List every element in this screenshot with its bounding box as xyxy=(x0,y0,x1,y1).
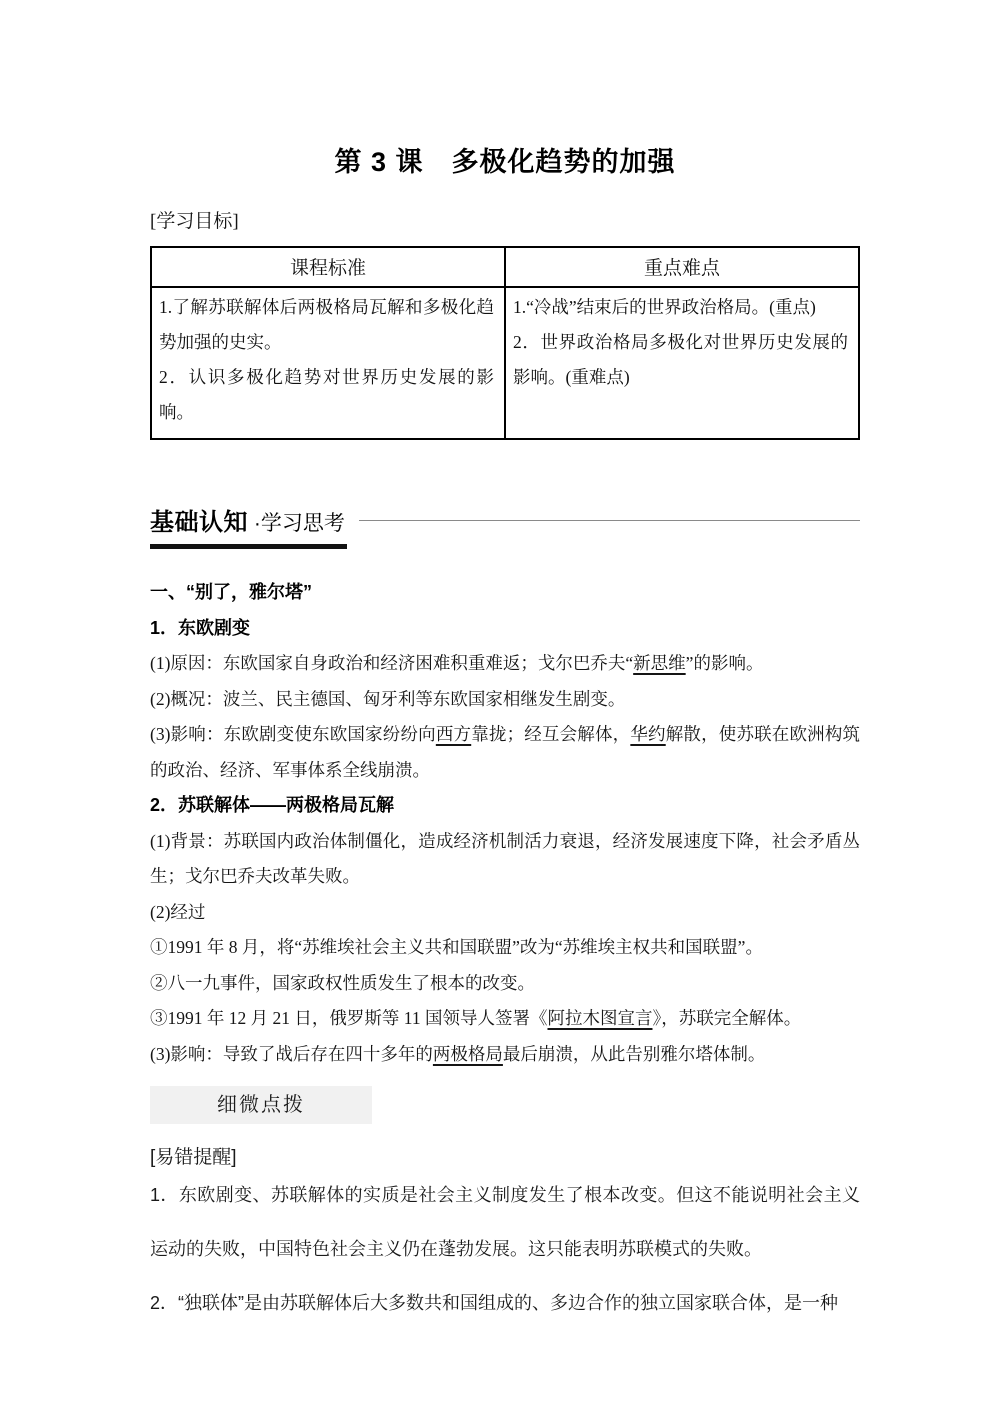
reminder-item: 2．“独联体”是由苏联解体后大多数共和国组成的、多边合作的独立国家联合体，是一种 xyxy=(150,1293,838,1313)
section-title-light: ·学习思考 xyxy=(248,512,345,535)
objectives-table-header-row xyxy=(151,247,859,287)
content-subheading xyxy=(150,611,860,647)
content-paragraph xyxy=(150,1037,860,1073)
text-run: ”的影响。 xyxy=(685,653,764,673)
section-title-bold: 基础认知 xyxy=(150,509,248,536)
underlined-term: 西方 xyxy=(435,724,472,744)
content-paragraph xyxy=(150,824,860,895)
text-run: 最后崩溃，从此告别雅尔塔体制。 xyxy=(502,1043,766,1064)
text-run: (3)影响：东欧剧变使东欧国家纷纷向 xyxy=(150,724,436,744)
underlined-term: 华约 xyxy=(630,724,666,744)
table-cell-line: 1.了解苏联解体后两极格局瓦解和多极化趋势加强的史实。 xyxy=(159,297,494,352)
content-paragraph xyxy=(150,717,860,788)
page-title: 第 3 课 多极化趋势的加强 xyxy=(334,147,676,177)
text-run: ①1991 年 8 月，将“苏维埃社会主义共和国联盟”改为“苏维埃主权共和国联盟”。 xyxy=(150,937,763,957)
underlined-term: 新思维 xyxy=(633,653,686,673)
underlined-term: 阿拉木图宣言 xyxy=(547,1008,653,1028)
content-paragraph xyxy=(150,930,860,966)
text-run: (2)概况：波兰、民主德国、匈牙利等东欧国家相继发生剧变。 xyxy=(150,688,626,709)
content-subheading xyxy=(150,575,860,611)
objectives-table xyxy=(150,246,860,440)
text-run: 2．苏联解体——两极格局瓦解 xyxy=(150,795,395,815)
text-run: ③1991 年 12 月 21 日，俄罗斯等 11 国领导人签署《 xyxy=(150,1008,548,1028)
content-subheading xyxy=(150,788,860,824)
text-run: 解散，使苏联在欧洲构筑的政治、经济、军事体系全线崩溃。 xyxy=(150,724,861,780)
text-run: ②八一九事件，国家政权性质发生了根本的改变。 xyxy=(150,972,535,993)
section-rule-line xyxy=(359,520,860,521)
table-cell-line: 2．世界政治格局多极化对世界历史发展的影响。(重难点) xyxy=(513,332,848,387)
table-cell-line: 1.“冷战”结束后的世界政治格局。(重点) xyxy=(513,297,816,317)
table-cell-course-standard xyxy=(151,287,505,439)
table-cell-key-points xyxy=(505,287,859,439)
underlined-term: 两极格局 xyxy=(432,1043,503,1064)
content-paragraph xyxy=(150,646,860,682)
section-title xyxy=(150,502,347,549)
content-paragraph xyxy=(150,895,860,931)
content-paragraph xyxy=(150,682,860,718)
table-cell-line: 2．认识多极化趋势对世界历史发展的影响。 xyxy=(159,367,494,422)
text-run: (2)经过 xyxy=(150,901,206,922)
reminder-list xyxy=(150,1168,860,1330)
text-run: 靠拢；经互会解体， xyxy=(471,724,631,744)
text-run: 1．东欧剧变 xyxy=(150,617,251,638)
objectives-label: [学习目标] xyxy=(150,211,239,232)
text-run: 一、“别了，雅尔塔” xyxy=(150,582,312,602)
text-run: (3)影响：导致了战后存在四十多年的 xyxy=(150,1043,433,1064)
table-header-key-points: 重点难点 xyxy=(505,247,859,287)
content-paragraph xyxy=(150,1001,860,1037)
text-run: (1)背景：苏联国内政治体制僵化，造成经济机制活力衰退，经济发展速度下降，社会矛盾丛生；戈尔巴乔夫改革失败。 xyxy=(150,830,860,886)
objectives-table-body-row xyxy=(151,287,859,439)
content-paragraph xyxy=(150,966,860,1002)
text-run: 》，苏联完全解体。 xyxy=(652,1008,802,1028)
section-header xyxy=(150,502,860,549)
reminder-label: [易错提醒] xyxy=(150,1147,237,1168)
text-run: (1)原因：东欧国家自身政治和经济困难积重难返；戈尔巴乔夫“ xyxy=(150,653,634,673)
content-paragraphs xyxy=(150,575,860,1072)
reminder-item: 1．东欧剧变、苏联解体的实质是社会主义制度发生了根本改变。但这不能说明社会主义运动的失败，中国特色社会主义仍在蓬勃发展。这只能表明苏联模式的失败。 xyxy=(150,1185,860,1259)
table-header-course-standard: 课程标准 xyxy=(151,247,505,287)
pointer-box: 细微点拨 xyxy=(150,1086,372,1124)
